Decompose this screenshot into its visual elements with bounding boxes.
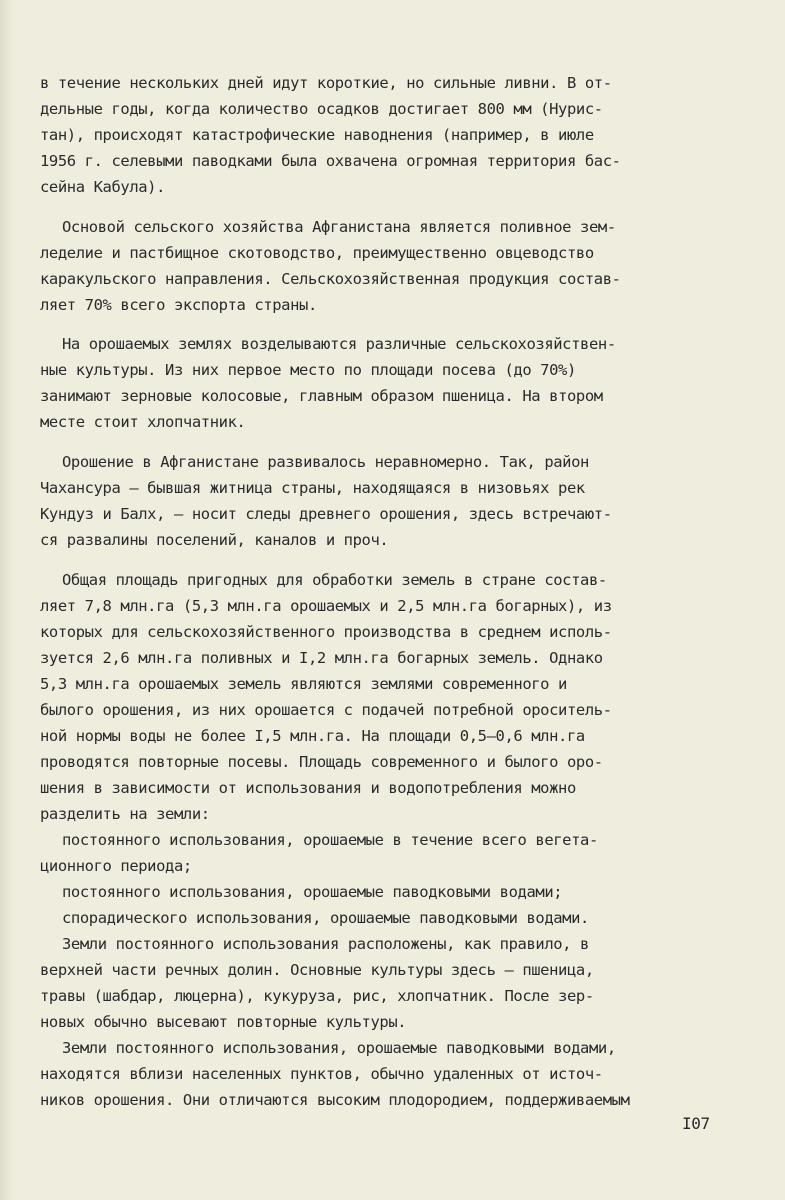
text-line: тан), происходят катастрофические наводнения (например, в июле [40, 126, 594, 144]
text-line: занимают зерновые колосовые, главным образом пшеница. На втором [40, 387, 603, 405]
text-line: проводятся повторные посевы. Площадь современного и былого оро- [40, 753, 603, 771]
text-line: Чахансура – бывшая житница страны, находящаяся в низовьях рек [40, 479, 585, 497]
text-line: ной нормы воды не более I,5 млн.га. На площади 0,5–0,6 млн.га [40, 727, 585, 745]
text-line: ные культуры. Из них первое место по площади посева (до 70%) [40, 361, 576, 379]
text-line: травы (шабдар, люцерна), кукуруза, рис, хлопчатник. После зер- [40, 987, 594, 1005]
list-item: постоянного использования, орошаемые в течение всего вегета- [62, 831, 598, 849]
text-line: которых для сельскохозяйственного производства в среднем исполь- [40, 623, 612, 641]
text-line: ляет 70% всего экспорта страны. [40, 296, 317, 314]
text-line: дельные годы, когда количество осадков достигает 800 мм (Нурис- [40, 100, 603, 118]
text-line: леделие и пастбищное скотоводство, преимущественно овцеводство [40, 244, 594, 262]
page-number: I07 [682, 1114, 710, 1133]
text-line: Земли постоянного использования расположены, как правило, в [62, 935, 589, 953]
text-line: 1956 г. селевыми паводками была охвачена огромная территория бас- [40, 152, 621, 170]
text-line: ся развалины поселений, каналов и проч. [40, 531, 389, 549]
text-line: Орошение в Афганистане развивалось неравномерно. Так, район [62, 453, 589, 471]
text-line: шения в зависимости от использования и водопотребления можно [40, 779, 576, 797]
text-line: каракульского направления. Сельскохозяйственная продукция состав- [40, 270, 621, 288]
text-line: На орошаемых землях возделываются различные сельскохозяйствен- [62, 335, 616, 353]
text-line: былого орошения, из них орошается с подачей потребной ороситель- [40, 701, 612, 719]
list-item: постоянного использования, орошаемые паводковыми водами; [62, 883, 563, 901]
text-line: ционного периода; [40, 857, 192, 875]
text-line: Основой сельского хозяйства Афганистана является поливное зем- [62, 218, 616, 236]
text-line: Общая площадь пригодных для обработки земель в стране состав- [62, 571, 607, 589]
text-line: верхней части речных долин. Основные культуры здесь – пшеница, [40, 961, 594, 979]
text-line: сейна Кабула). [40, 178, 166, 196]
page-edge-shadow [0, 0, 14, 1200]
text-line: 5,3 млн.га орошаемых земель являются землями современного и [40, 675, 567, 693]
text-line: разделить на земли: [40, 805, 210, 823]
text-line: новых обычно высевают повторные культуры. [40, 1013, 407, 1031]
text-line: ников орошения. Они отличаются высоким плодородием, поддерживаемым [40, 1091, 630, 1109]
text-line: месте стоит хлопчатник. [40, 413, 246, 431]
text-line: Кундуз и Балх, – носит следы древнего орошения, здесь встречают- [40, 505, 612, 523]
list-item: спорадического использования, орошаемые паводковыми водами. [62, 909, 589, 927]
text-line: ляет 7,8 млн.га (5,3 млн.га орошаемых и 2,5 млн.га богарных), из [40, 597, 612, 615]
text-line: зуется 2,6 млн.га поливных и I,2 млн.га богарных земель. Однако [40, 649, 603, 667]
text-line: в течение нескольких дней идут короткие, но сильные ливни. В от- [40, 74, 612, 92]
text-line: находятся вблизи населенных пунктов, обычно удаленных от источ- [40, 1065, 603, 1083]
text-line: Земли постоянного использования, орошаемые паводковыми водами, [62, 1039, 616, 1057]
